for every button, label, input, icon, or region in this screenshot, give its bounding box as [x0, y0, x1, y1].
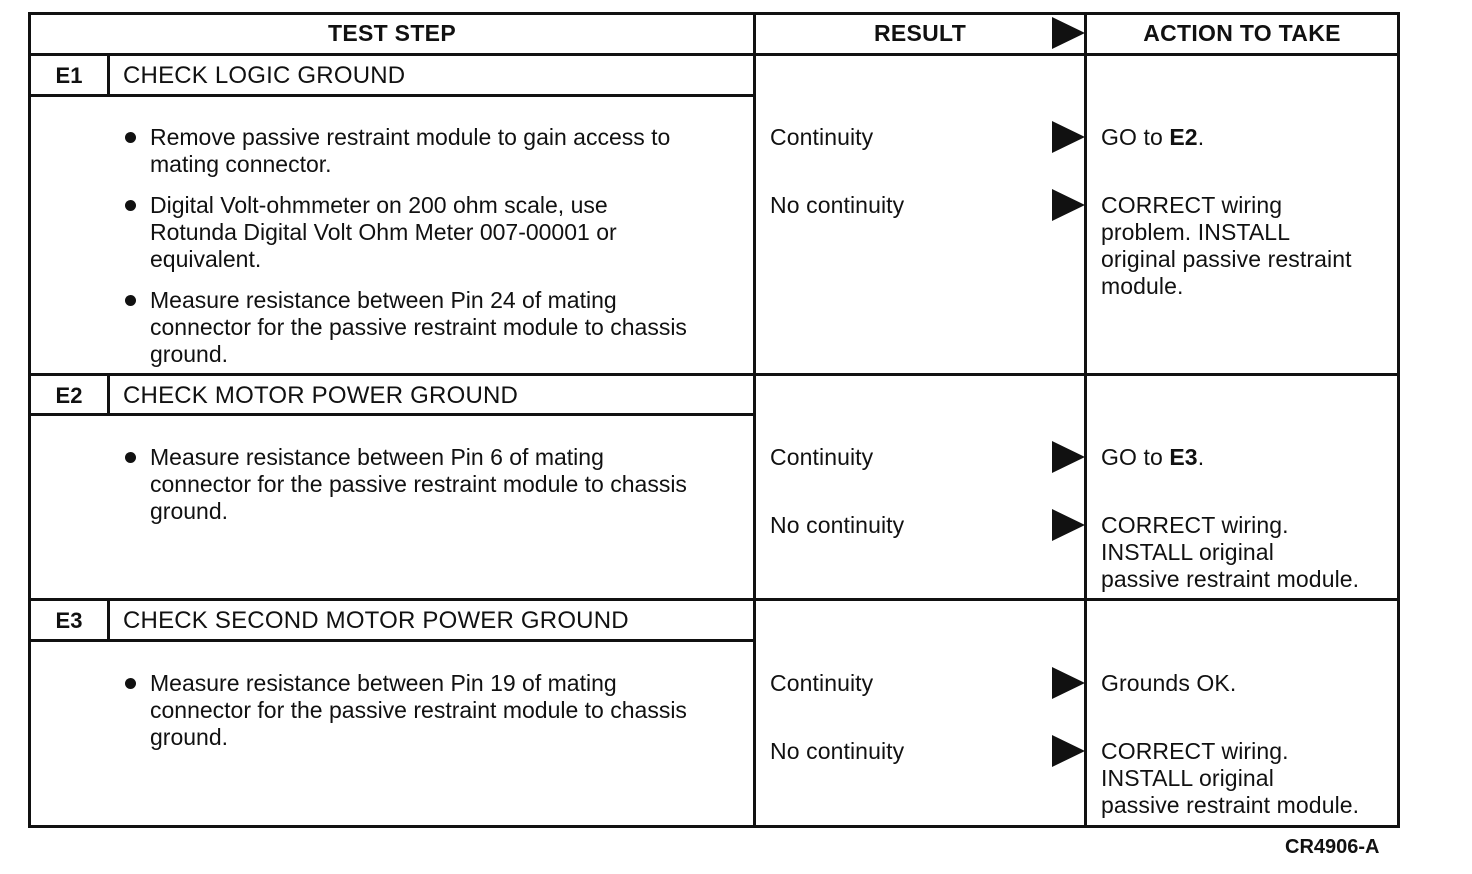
action-text	[1101, 444, 1204, 471]
action-text	[1101, 124, 1204, 151]
result-arrow-icon	[1052, 667, 1085, 699]
result-label: No continuity	[770, 192, 905, 218]
action-text	[1101, 670, 1236, 697]
step-instruction: Remove passive restraint module to gain access to mating connector.	[150, 124, 671, 177]
step-instruction: Digital Volt-ohmmeter on 200 ohm scale, use Rotunda Digital Volt Ohm Meter 007-00001 or equivalent.	[150, 192, 617, 272]
action-line: original passive restraint	[1101, 246, 1352, 272]
table-border-top	[28, 12, 1400, 15]
action-line: CORRECT wiring.	[1101, 512, 1289, 538]
result-label: Continuity	[770, 444, 874, 470]
result-label: Continuity	[770, 124, 874, 150]
id-divider-e1	[107, 53, 110, 96]
step-title: CHECK MOTOR POWER GROUND	[123, 382, 519, 409]
result-arrow-icon	[1052, 189, 1085, 221]
table-border-bottom	[28, 825, 1400, 828]
action-text	[1101, 192, 1352, 300]
header-arrow-icon	[1052, 17, 1085, 49]
action-line: INSTALL original	[1101, 539, 1274, 565]
table-border-left	[28, 12, 31, 828]
result-arrow-icon	[1052, 121, 1085, 153]
header-rule	[28, 53, 1400, 56]
bullet-icon	[125, 200, 136, 211]
step-instruction: Measure resistance between Pin 24 of mating connector for the passive restraint module to chassis ground.	[150, 287, 687, 367]
action-line: module.	[1101, 273, 1184, 299]
step-id: E1	[55, 63, 83, 88]
title-rule-e3	[28, 639, 754, 642]
section-rule-e2	[28, 373, 1400, 376]
header-action: ACTION TO TAKE	[1143, 20, 1341, 46]
figure-code: CR4906-A	[1285, 836, 1380, 858]
action-line: CORRECT wiring.	[1101, 738, 1289, 764]
result-arrow-icon	[1052, 441, 1085, 473]
id-divider-e3	[107, 598, 110, 641]
result-label: No continuity	[770, 512, 905, 538]
table-border-right	[1397, 12, 1400, 828]
result-label: Continuity	[770, 670, 874, 696]
bullet-icon	[125, 295, 136, 306]
bullet-icon	[125, 678, 136, 689]
action-line: CORRECT wiring	[1101, 192, 1283, 218]
step-instruction: Measure resistance between Pin 6 of mating connector for the passive restraint module to chassis ground.	[150, 444, 687, 524]
title-rule-e2	[28, 413, 754, 416]
action-text	[1101, 512, 1359, 593]
result-arrow-icon	[1052, 735, 1085, 767]
step-id: E2	[55, 383, 83, 408]
action-line: GO to E3.	[1101, 444, 1205, 470]
column-divider-result	[753, 12, 756, 828]
result-arrow-icon	[1052, 509, 1085, 541]
step-title: CHECK LOGIC GROUND	[123, 62, 406, 89]
step-title: CHECK SECOND MOTOR POWER GROUND	[123, 607, 629, 634]
header-test-step: TEST STEP	[328, 20, 456, 46]
step-instruction: Measure resistance between Pin 19 of mating connector for the passive restraint module to chassis ground.	[150, 670, 687, 750]
id-divider-e2	[107, 373, 110, 415]
result-label: No continuity	[770, 738, 905, 764]
bullet-icon	[125, 452, 136, 463]
title-rule-e1	[28, 94, 754, 97]
action-text	[1101, 738, 1359, 819]
step-id: E3	[55, 608, 83, 633]
header-result: RESULT	[873, 20, 967, 46]
action-line: INSTALL original	[1101, 765, 1274, 791]
action-line: GO to E2.	[1101, 124, 1205, 150]
action-line: problem. INSTALL	[1101, 219, 1291, 245]
bullet-icon	[125, 132, 136, 143]
action-line: passive restraint module.	[1101, 792, 1360, 818]
action-line: Grounds OK.	[1101, 670, 1237, 696]
section-rule-e3	[28, 598, 1400, 601]
action-line: passive restraint module.	[1101, 566, 1360, 592]
